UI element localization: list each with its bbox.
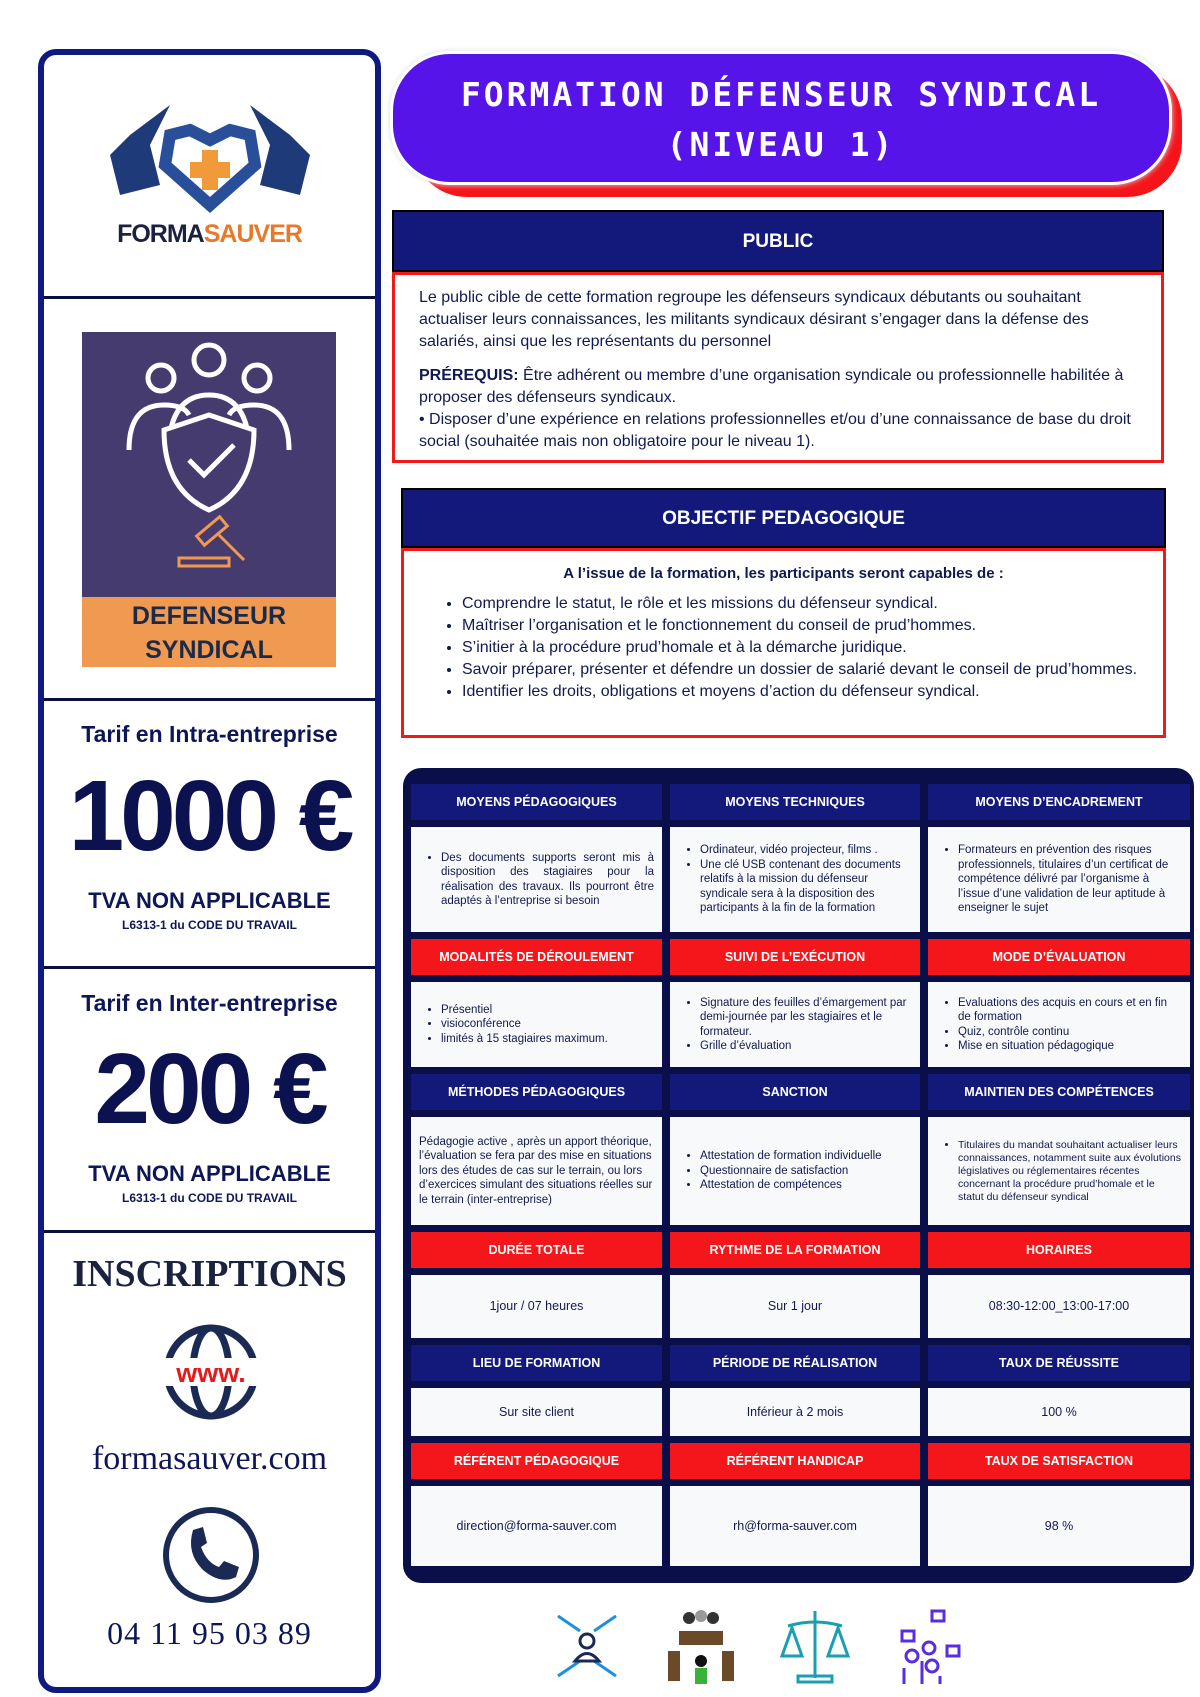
objectif-header: OBJECTIF PEDAGOGIQUE [401, 488, 1166, 548]
cell-body: 100 % [928, 1388, 1190, 1436]
objectif-list [424, 593, 1143, 703]
scales-of-justice-icon [778, 1606, 852, 1686]
footer-icons [550, 1606, 970, 1686]
cell-header: PÉRIODE DE RÉALISATION [670, 1345, 920, 1381]
email-link[interactable]: rh@forma-sauver.com [670, 1486, 920, 1566]
protest-crowd-icon [892, 1606, 966, 1686]
intra-title: Tarif en Intra-entreprise [81, 721, 338, 747]
title-line1: FORMATION DÉFENSEUR SYNDICAL [460, 75, 1102, 114]
intra-tarif [44, 721, 375, 932]
public-header: PUBLIC [392, 210, 1164, 272]
list-item: • S’initier à la procédure prud’homale et à la démarche juridique. [462, 637, 1143, 659]
title-line2: (NIVEAU 1) [666, 125, 896, 164]
cell-header: TAUX DE RÉUSSITE [928, 1345, 1190, 1381]
cell-header: MODE D’ÉVALUATION [928, 939, 1190, 975]
heart-wings-logo-icon [100, 95, 320, 215]
inter-price: 200 € [94, 1033, 325, 1145]
public-text: Le public cible de cette formation regroupe les défenseurs syndicaux débutants ou souhaitant actualiser leurs connaissances, les militants syndicaux désirant s’engager dans la défense des salariés, ainsi que les représentants du personnel [419, 289, 1089, 350]
inter-title: Tarif en Inter-entreprise [81, 990, 338, 1016]
tribunal-meeting-icon [664, 1606, 738, 1686]
cell-header: SUIVI DE L’EXÉCUTION [670, 939, 920, 975]
hands-support-icon [550, 1606, 624, 1686]
public-section [392, 210, 1164, 463]
email-link[interactable]: direction@forma-sauver.com [411, 1486, 662, 1566]
inter-tarif [44, 990, 375, 1205]
prerequis: PRÉREQUIS: Être adhérent ou membre d’une organisation syndicale ou professionnelle habilitée à proposer des défenseurs syndicaux. • Disposer d’une expérience en relations professionnelles et/ou d’une connaissance de base du droit social (souhaitée mais non obligatoire pour le niveau 1). [419, 367, 1131, 450]
list-item: • Maîtriser l’organisation et le fonctionnement du conseil de prud’hommes. [462, 615, 1143, 637]
intra-price: 1000 € [68, 760, 351, 872]
inscriptions-title: INSCRIPTIONS [72, 1253, 347, 1295]
cell-body: 08:30-12:00_13:00-17:00 [928, 1275, 1190, 1338]
phone-number[interactable]: 04 11 95 03 89 [107, 1615, 312, 1651]
divider [44, 296, 375, 299]
cell-body: • Ordinateur, vidéo projecteur, films . • Une clé USB contenant des documents relatifs à la mission du défenseur syndicale sera à la disposition des participants à la fin de la formation [670, 827, 920, 932]
cell-header: RYTHME DE LA FORMATION [670, 1232, 920, 1268]
cell-body: Sur 1 jour [670, 1275, 920, 1338]
divider [44, 698, 375, 701]
cell-header: RÉFÉRENT PÉDAGOGIQUE [411, 1443, 662, 1479]
cell-body: 98 % [928, 1486, 1190, 1566]
info-table [403, 768, 1194, 1583]
cell-header: MOYENS D’ENCADREMENT [928, 784, 1190, 820]
objectif-section [401, 488, 1166, 738]
cell-header: MÉTHODES PÉDAGOGIQUES [411, 1074, 662, 1110]
list-item: • Identifier les droits, obligations et moyens d’action du défenseur syndical. [462, 681, 1143, 703]
cell-header: HORAIRES [928, 1232, 1190, 1268]
list-item: • Savoir préparer, présenter et défendre un dossier de salarié devant le conseil de prud’hommes. [462, 659, 1143, 681]
cell-body: • Titulaires du mandat souhaitant actualiser leurs connaissances, notamment suite aux évolutions législatives ou réglementaires récentes concernant la procédure prud’homale et le statut du défenseur syndical [928, 1117, 1190, 1225]
formasauver-logo [44, 95, 375, 249]
cell-body: Inférieur à 2 mois [670, 1388, 920, 1436]
brand-name: FORMASAUVER [117, 220, 302, 248]
divider [44, 966, 375, 969]
list-item: • Comprendre le statut, le rôle et les missions du défenseur syndical. [462, 593, 1143, 615]
cell-body: • Formateurs en prévention des risques professionnels, titulaires d’un certificat de compétence délivré par l’organisme à l’issue d’une validation de leur aptitude à enseigner le sujet [928, 827, 1190, 932]
title-banner [390, 51, 1172, 185]
phone-icon [161, 1505, 261, 1605]
cell-body: • Signature des feuilles d’émargement par demi-journée par les stagiaires et le formateur. • Grille d’évaluation [670, 982, 920, 1067]
cell-body: • Evaluations des acquis en cours et en fin de formation • Quiz, contrôle continu • Mise en situation pédagogique [928, 982, 1190, 1067]
cell-header: RÉFÉRENT HANDICAP [670, 1443, 920, 1479]
inter-tva: TVA NON APPLICABLE [88, 1161, 331, 1186]
cell-header: DURÉE TOTALE [411, 1232, 662, 1268]
cell-header: MODALITÉS DE DÉROULEMENT [411, 939, 662, 975]
divider [44, 1230, 375, 1233]
sidebar [38, 49, 381, 1693]
badge-label: DEFENSEUR SYNDICAL [82, 597, 336, 667]
intra-code: L6313-1 du CODE DU TRAVAIL [122, 918, 297, 932]
objectif-intro: A l’issue de la formation, les participants seront capables de : [563, 565, 1004, 582]
cell-header: SANCTION [670, 1074, 920, 1110]
website-link[interactable]: formasauver.com [91, 1440, 328, 1477]
cell-body: • Des documents supports seront mis à disposition des stagiaires pour la réalisation des travaux. Ils pourront être adaptés à l’entreprise si besoin [411, 827, 662, 932]
www-label: www. [176, 1358, 246, 1388]
cell-header: LIEU DE FORMATION [411, 1345, 662, 1381]
defenseur-badge [82, 332, 336, 667]
cell-header: MOYENS TECHNIQUES [670, 784, 920, 820]
people-shield-gavel-icon [119, 340, 299, 570]
cell-body: 1jour / 07 heures [411, 1275, 662, 1338]
cell-body: Sur site client [411, 1388, 662, 1436]
cell-header: TAUX DE SATISFACTION [928, 1443, 1190, 1479]
cell-header: MOYENS PÉDAGOGIQUES [411, 784, 662, 820]
cell-header: MAINTIEN DES COMPÉTENCES [928, 1074, 1190, 1110]
intra-tva: TVA NON APPLICABLE [88, 888, 331, 913]
globe-www-icon[interactable] [161, 1322, 261, 1422]
inter-code: L6313-1 du CODE DU TRAVAIL [122, 1191, 297, 1205]
cell-body: • Attestation de formation individuelle • Questionnaire de satisfaction • Attestation de compétences [670, 1117, 920, 1225]
cell-body: Pédagogie active , après un apport théorique, l’évaluation se fera par des mise en situations lors des études de cas sur le terrain, ou lors d’exercices simulant des situations réelles sur le terrain (inter-entreprise) [411, 1117, 662, 1225]
cell-body: • Présentiel • visioconférence • limités à 15 stagiaires maximum. [411, 982, 662, 1067]
